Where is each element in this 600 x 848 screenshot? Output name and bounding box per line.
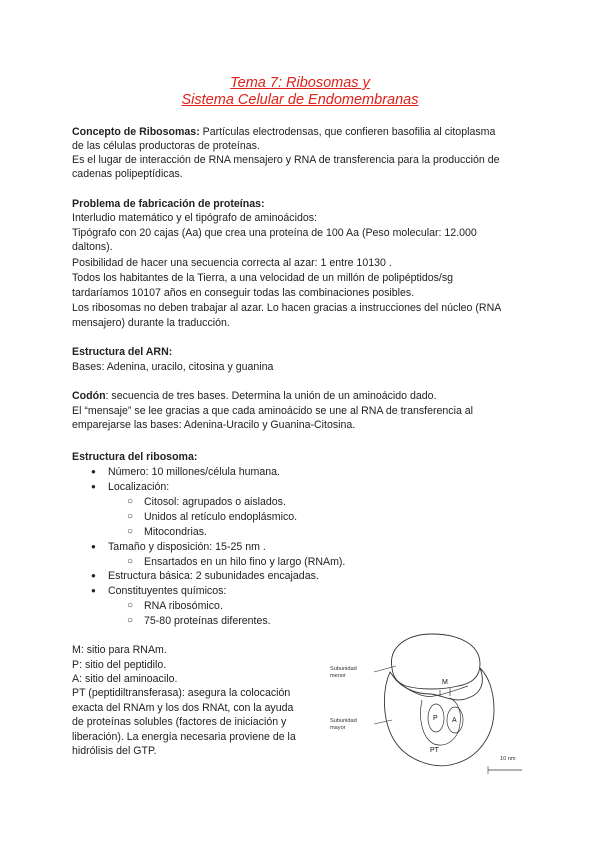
bullet-icon: ●: [91, 542, 96, 551]
ribosoma-subitem: Ensartados en un hilo fino y largo (RNAm).: [144, 556, 346, 568]
concepto-line-2: de las células productoras de proteínas.: [72, 140, 260, 152]
label-subunidad-menor-1: Subunidad: [330, 666, 357, 672]
label-site-p: P: [433, 715, 438, 722]
bullet-icon: ●: [91, 586, 96, 595]
title-line-2: Sistema Celular de Endomembranas: [181, 92, 419, 108]
ribosoma-subitem: 75-80 proteínas diferentes.: [144, 615, 271, 627]
ribosoma-item: Estructura básica: 2 subunidades encajadas.: [108, 570, 319, 582]
ribosoma-item: Número: 10 millones/célula humana.: [108, 466, 280, 478]
ribosoma-heading: Estructura del ribosoma:: [72, 451, 198, 463]
label-subunidad-mayor-2: mayor: [330, 725, 346, 731]
sitio-line: P: sitio del peptidilo.: [72, 659, 167, 671]
problema-line: mensajero) durante la traducción.: [72, 317, 230, 329]
problema-line: Posibilidad de hacer una secuencia correcta al azar: 1 entre 10130 .: [72, 257, 392, 269]
sitio-line: exacta del RNAm y los dos RNAt, con la ayuda: [72, 702, 294, 714]
concepto-text-1: Partículas electrodensas, que confieren basofilia al citoplasma: [199, 126, 496, 138]
label-site-m: M: [442, 679, 448, 686]
sub-bullet-icon: ○: [127, 526, 134, 537]
label-scale: 10 nm: [500, 756, 516, 762]
sitio-line: liberación). La energía necesaria proviene de la: [72, 731, 296, 743]
sitio-line: hidrólisis del GTP.: [72, 745, 157, 757]
codon-line-2: El “mensaje” se lee gracias a que cada aminoácido se une al RNA de transferencia al: [72, 405, 474, 417]
ribosoma-subitem: Mitocondrias.: [144, 526, 207, 538]
sub-bullet-icon: ○: [127, 556, 134, 567]
label-subunidad-menor-2: menor: [330, 673, 346, 679]
ribosoma-subitem: Unidos al retículo endoplásmico.: [144, 511, 298, 523]
title-line-1: Tema 7: Ribosomas y: [230, 75, 370, 91]
sitio-line: PT (peptidiltransferasa): asegura la colocación: [72, 687, 291, 699]
problema-line: Tipógrafo con 20 cajas (Aa) que crea una proteína de 100 Aa (Peso molecular: 12.000: [72, 227, 477, 239]
ribosoma-subitem: RNA ribosómico.: [144, 600, 223, 612]
ribosoma-item: Tamaño y disposición: 15-25 nm .: [108, 541, 266, 553]
ribosoma-subitem: Citosol: agrupados o aislados.: [144, 496, 286, 508]
arn-text: Bases: Adenina, uracilo, citosina y guanina: [72, 361, 274, 373]
sitio-line: de proteínas solubles (factores de iniciación y: [72, 716, 287, 728]
problema-line: Todos los habitantes de la Tierra, a una velocidad de un millón de polipéptidos/sg: [72, 272, 454, 284]
codon-line-3: emparejarse las bases: Adenina-Uracilo y Guanina-Citosina.: [72, 419, 356, 431]
concepto-line-1: [72, 125, 495, 139]
bullet-icon: ●: [91, 467, 96, 476]
large-subunit-outline: [384, 668, 494, 766]
ribosoma-item: Localización:: [108, 481, 170, 493]
label-subunidad-mayor-1: Subunidad: [330, 718, 357, 724]
small-subunit-outline: [391, 634, 480, 689]
sub-bullet-icon: ○: [127, 511, 134, 522]
ribosoma-item: Constituyentes químicos:: [108, 585, 227, 597]
problema-line: daltons).: [72, 241, 113, 253]
problema-heading: Problema de fabricación de proteínas:: [72, 198, 265, 210]
leader-line-mayor: [374, 720, 392, 724]
label-site-a: A: [452, 717, 457, 724]
arn-heading: Estructura del ARN:: [72, 346, 173, 358]
m-site-notch: [440, 688, 450, 696]
problema-line: Interludio matemático y el tipógrafo de aminoácidos:: [72, 212, 317, 224]
codon-text-1: : secuencia de tres bases. Determina la unión de un aminoácido dado.: [105, 390, 437, 402]
sub-bullet-icon: ○: [127, 600, 134, 611]
problema-line: Los ribosomas no deben trabajar al azar. Lo hacen gracias a instrucciones del núcleo (RNA: [72, 302, 502, 314]
label-site-pt: PT: [430, 747, 439, 754]
codon-heading: Codón: [72, 390, 106, 402]
sitio-line: M: sitio para RNAm.: [72, 644, 167, 656]
bullet-icon: ●: [91, 571, 96, 580]
concepto-line-4: cadenas polipeptídicas.: [72, 168, 183, 180]
sub-bullet-icon: ○: [127, 496, 134, 507]
problema-line: tardaríamos 10107 años en conseguir todas las combinaciones posibles.: [72, 287, 415, 299]
concepto-heading: Concepto de Ribosomas:: [72, 126, 200, 138]
sitio-line: A: sitio del aminoacilo.: [72, 673, 178, 685]
concepto-line-3: Es el lugar de interacción de RNA mensajero y RNA de transferencia para la producción de: [72, 154, 500, 166]
codon-line-1: [72, 389, 437, 403]
bullet-icon: ●: [91, 482, 96, 491]
ribosome-figure: [330, 628, 530, 776]
sub-bullet-icon: ○: [127, 615, 134, 626]
